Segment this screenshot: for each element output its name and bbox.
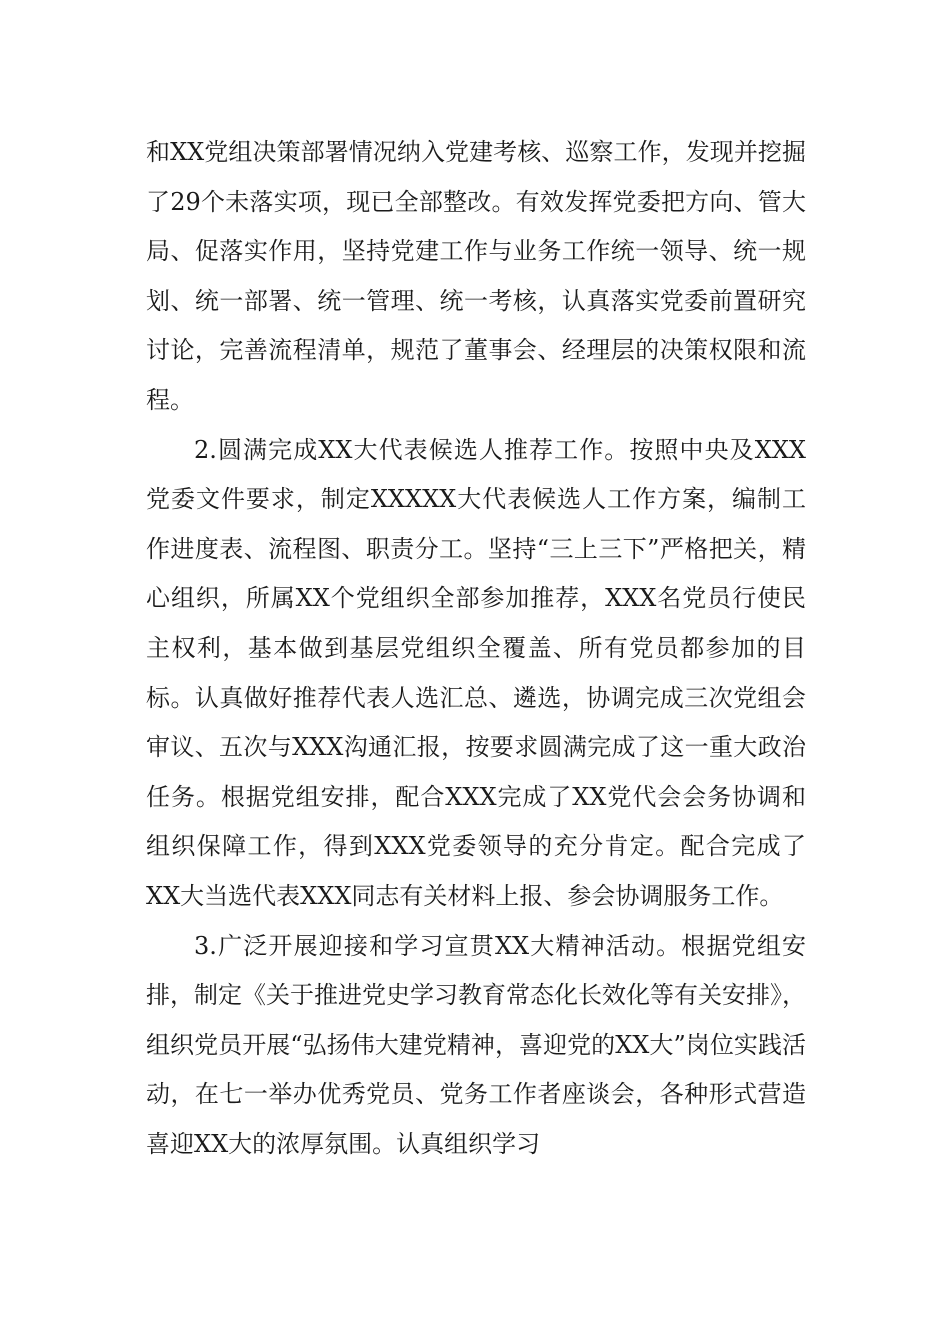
paragraph-continuation: 和XX党组决策部署情况纳入党建考核、巡察工作，发现并挖掘了29个未落实项，现已全部整改。有效发挥党委把方向、管大局、促落实作用，坚持党建工作与业务工作统一领导、统一规划、统一部署、统一管理、统一考核，认真落实党委前置研究讨论，完善流程清单，规范了董事会、经理层的决策权限和流程。 bbox=[146, 138, 806, 414]
paragraph-item-3: 3.广泛开展迎接和学习宣贯XX大精神活动。根据党组安排，制定《关于推进党史学习教育常态化长效化等有关安排》，组织党员开展“弘扬伟大建党精神，喜迎党的XX大”岗位实践活动，在七一举办优秀党员、党务工作者座谈会，各种形式营造喜迎XX大的浓厚氛围。认真组织学习 bbox=[146, 931, 806, 1158]
document-body bbox=[146, 128, 806, 1169]
paragraph-item-2: 2.圆满完成XX大代表候选人推荐工作。按照中央及XXX党委文件要求，制定XXXXX大代表候选人工作方案，编制工作进度表、流程图、职责分工。坚持“三上三下”严格把关，精心组织，所属XX个党组织全部参加推荐，XXX名党员行使民主权利，基本做到基层党组织全覆盖、所有党员都参加的目标。认真做好推荐代表人选汇总、遴选，协调完成三次党组会审议、五次与XXX沟通汇报，按要求圆满完成了这一重大政治任务。根据党组安排，配合XXX完成了XX党代会会务协调和组织保障工作，得到XXX党委领导的充分肯定。配合完成了XX大当选代表XXX同志有关材料上报、参会协调服务工作。 bbox=[146, 435, 806, 910]
